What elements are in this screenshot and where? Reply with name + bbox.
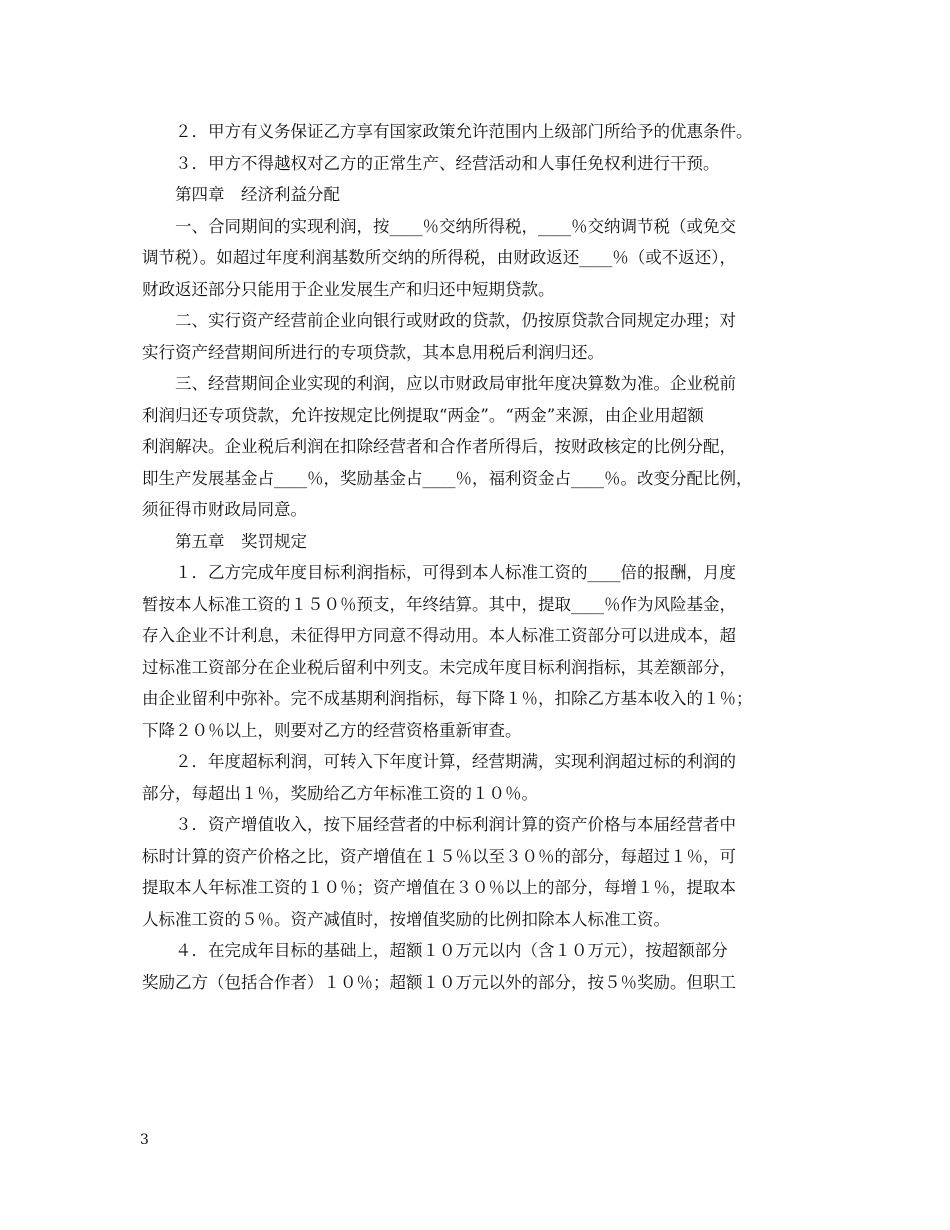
paragraph-line: 三、经营期间企业实现的利润，应以市财政局审批年度决算数为准。企业税前 bbox=[175, 374, 736, 393]
clause-line: 由企业留利中弥补。完不成基期利润指标，每下降１％，扣除乙方基本收入的１％； bbox=[142, 689, 753, 708]
page-number: 3 bbox=[140, 1132, 149, 1148]
clause-line: 过标准工资部分在企业税后留利中列支。未完成年度目标利润指标，其差额部分， bbox=[142, 657, 736, 677]
clause-line: 奖励乙方（包括合作者）１０％；超额１０万元以外的部分，按５％奖励。但职工 bbox=[142, 972, 736, 992]
clause-line: 存入企业不计利息，未征得甲方同意不得动用。本人标准工资部分可以进成本，超 bbox=[142, 626, 736, 645]
clause-line: 提取本人年标准工资的１０％；资产增值在３０％以上的部分，每增１％，提取本 bbox=[142, 878, 736, 897]
clause-line: 人标准工资的５％。资产减值时，按增值奖励的比例扣除本人标准工资。 bbox=[142, 909, 670, 929]
document-body bbox=[142, 116, 810, 998]
clause-line: １．乙方完成年度目标利润指标，可得到本人标准工资的____倍的报酬，月度 bbox=[175, 563, 736, 582]
paragraph-line: 利润归还专项贷款，允许按规定比例提取“两金”。“两金”来源，由企业用超额 bbox=[142, 405, 704, 425]
clause-line: 下降２０％以上，则要对乙方的经营资格重新审查。 bbox=[142, 720, 522, 740]
paragraph-line: 须征得市财政局同意。 bbox=[142, 500, 307, 519]
clause-line: ２．甲方有义务保证乙方享有国家政策允许范围内上级部门所给予的优惠条件。 bbox=[175, 122, 753, 141]
clause-line: ２．年度超标利润，可转入下年度计算，经营期满，实现利润超过标的利润的 bbox=[175, 752, 736, 771]
paragraph-line: 实行资产经营期间所进行的专项贷款，其本息用税后利润归还。 bbox=[142, 342, 604, 362]
clause-line: ３．甲方不得越权对乙方的正常生产、经营活动和人事任免权利进行干预。 bbox=[175, 153, 720, 173]
paragraph-line: 一、合同期间的实现利润，按____％交纳所得税，____％交纳调节税（或免交 bbox=[175, 216, 736, 236]
clause-line: 暂按本人标准工资的１５０％预支，年终结算。其中，提取____％作为风险基金， bbox=[142, 594, 736, 614]
paragraph-line: 二、实行资产经营前企业向银行或财政的贷款，仍按原贷款合同规定办理；对 bbox=[175, 311, 736, 330]
paragraph-line: 利润解决。企业税后利润在扣除经营者和合作者所得后，按财政核定的比例分配， bbox=[142, 437, 736, 456]
chapter-heading: 第五章 奖罚规定 bbox=[175, 531, 307, 551]
clause-line: ３．资产增值收入，按下届经营者的中标利润计算的资产价格与本届经营者中 bbox=[175, 815, 736, 834]
paragraph-line: 财政返还部分只能用于企业发展生产和归还中短期贷款。 bbox=[142, 279, 555, 299]
clause-line: ４．在完成年目标的基础上，超额１０万元以内（含１０万元），按超额部分 bbox=[175, 941, 728, 960]
clause-line: 标时计算的资产价格之比，资产增值在１５％以至３０％的部分，每超过１％，可 bbox=[142, 846, 736, 866]
paragraph-line: 调节税）。如超过年度利润基数所交纳的所得税，由财政返还____％（或不返还）， bbox=[142, 248, 736, 267]
chapter-heading: 第四章 经济利益分配 bbox=[175, 185, 340, 204]
paragraph-line: 即生产发展基金占____％，奖励基金占____％，福利资金占____％。改变分配比例， bbox=[142, 468, 753, 488]
clause-line: 部分，每超出１％，奖励给乙方年标准工资的１０％。 bbox=[142, 783, 538, 803]
